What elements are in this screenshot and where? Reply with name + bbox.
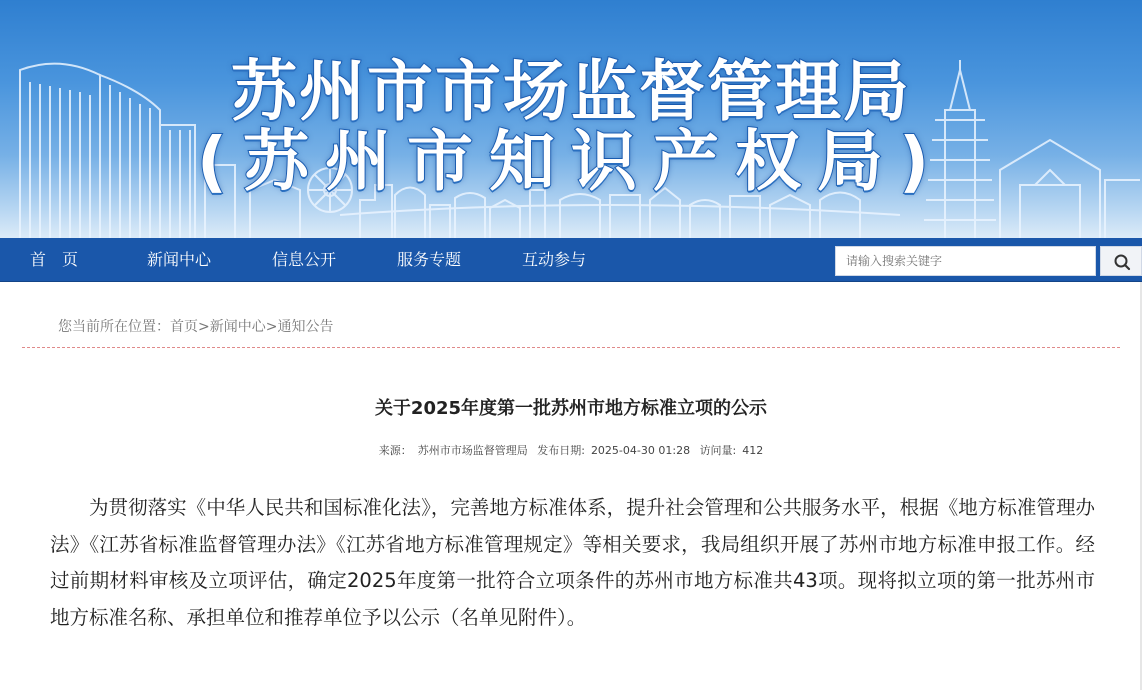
- date-label: 发布日期:: [537, 444, 585, 457]
- breadcrumb-separator: >: [198, 319, 210, 335]
- article-date: 2025-04-30 01:28: [590, 444, 691, 457]
- site-title-line1: 苏州市市场监督管理局: [231, 53, 911, 130]
- source-label: 来源：: [378, 444, 412, 457]
- search-input[interactable]: [835, 246, 1096, 276]
- article-source: 苏州市市场监督管理局: [417, 444, 528, 457]
- header-banner: [0, 0, 1142, 238]
- breadcrumb-notices[interactable]: 通知公告: [277, 319, 334, 335]
- breadcrumb-divider: [22, 347, 1120, 348]
- breadcrumb-news[interactable]: 新闻中心: [209, 319, 266, 335]
- article-title: 关于2025年度第一批苏州市地方标准立项的公示: [374, 398, 768, 419]
- breadcrumb-prefix: 您当前所在位置：: [58, 319, 170, 335]
- nav-item-info[interactable]: 信息公开: [272, 250, 337, 269]
- nav-item-interaction[interactable]: 互动参与: [522, 250, 587, 269]
- nav-item-news[interactable]: 新闻中心: [147, 250, 212, 269]
- article-body: 为贯彻落实《中华人民共和国标准化法》，完善地方标准体系，提升社会管理和公共服务水平，根据《地方标准管理办法》《江苏省标准监督管理办法》《江苏省地方标准管理规定》等相关要求，我局组织开展了苏州市地方标准申报工作。经过前期材料审核及立项评估，确定2025年度第一批符合立项条件的苏州市地方标准共43项。现将拟立项的第一批苏州市地方标准名称、承担单位和推荐单位予以公示（名单见附件）。: [50, 496, 1095, 629]
- breadcrumb-separator: >: [265, 319, 278, 335]
- nav-item-services[interactable]: 服务专题: [397, 250, 462, 269]
- article-views: 412: [742, 444, 764, 457]
- site-title-line2: (苏州市知识产权局): [196, 123, 946, 200]
- nav-item-home[interactable]: 首 页: [30, 250, 79, 269]
- breadcrumb: [58, 316, 333, 336]
- breadcrumb-home[interactable]: 首页: [170, 319, 198, 335]
- article-meta: [0, 442, 1142, 458]
- search-button[interactable]: [1100, 246, 1142, 276]
- views-label: 访问量:: [699, 444, 737, 457]
- search-icon: [1101, 247, 1142, 277]
